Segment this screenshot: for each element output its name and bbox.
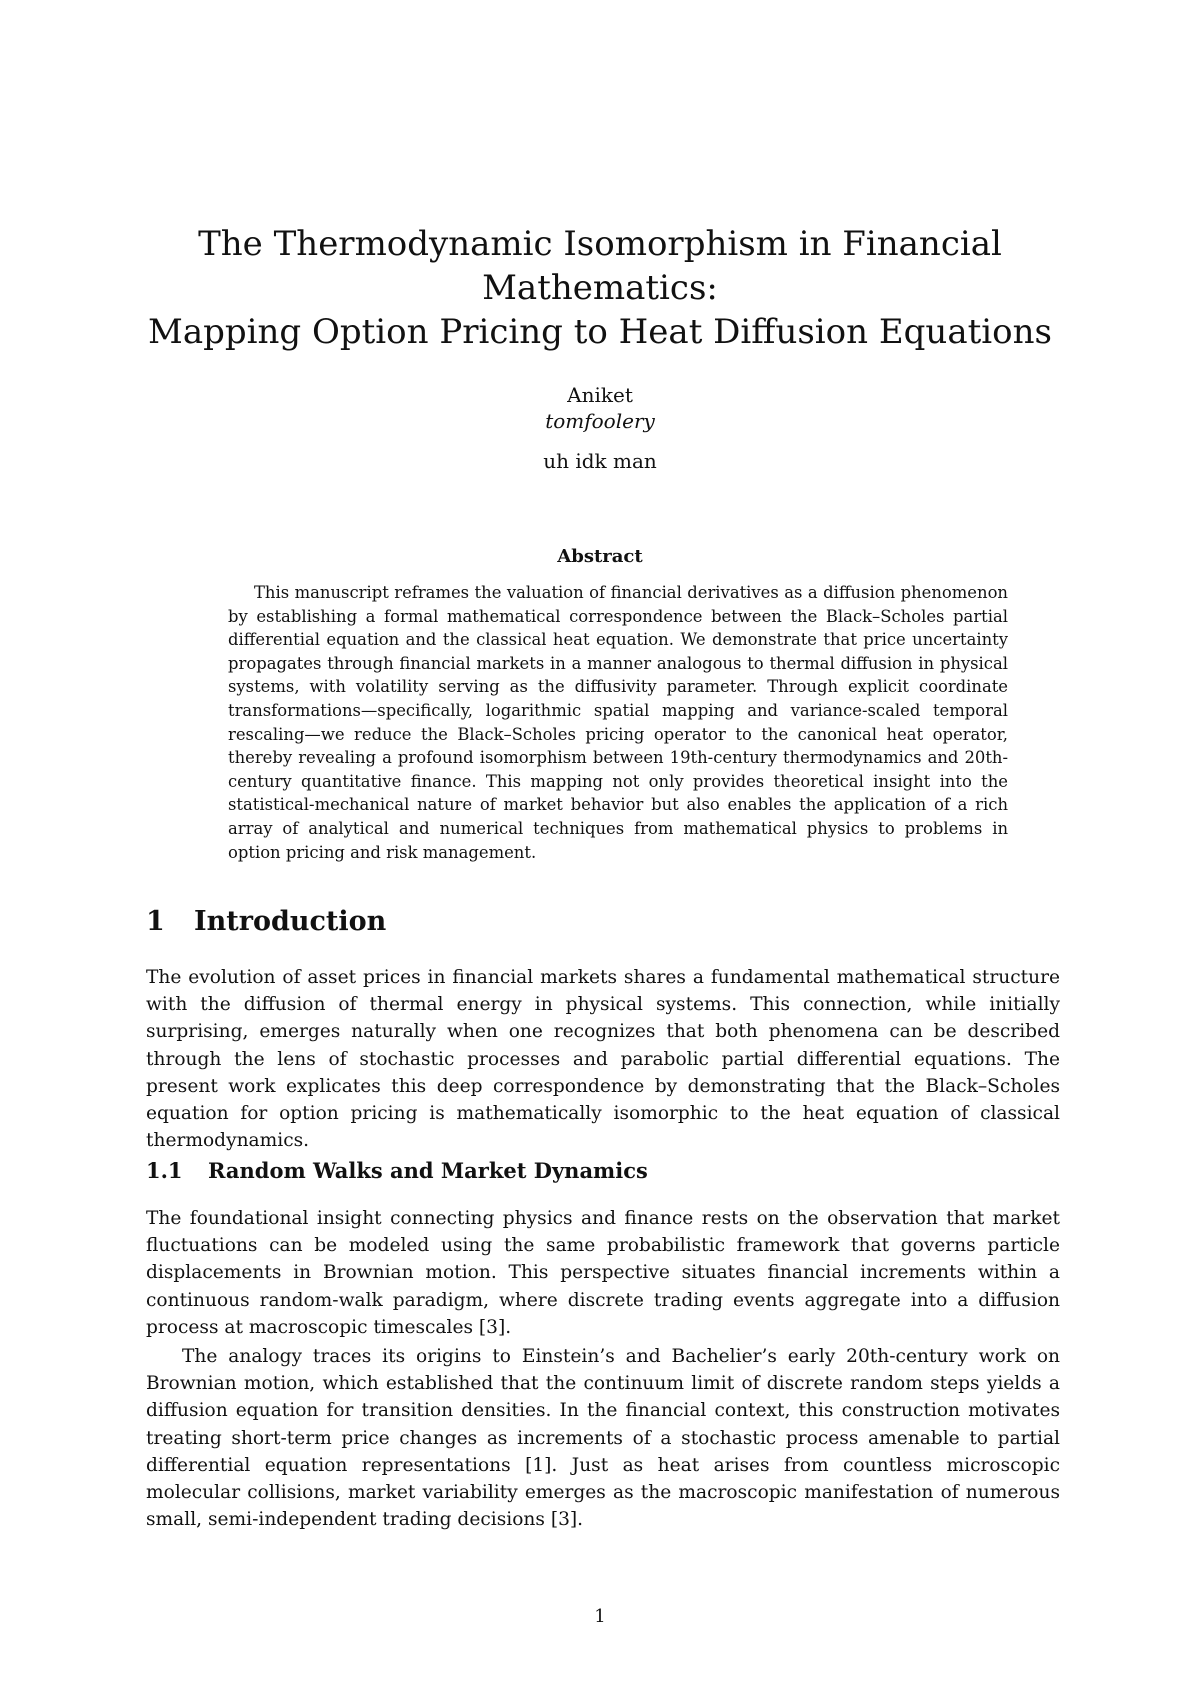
author-affiliation: tomfoolery: [545, 409, 655, 433]
title-line-3: Mapping Option Pricing to Heat Diffusion Equations: [148, 312, 1052, 352]
section-heading-introduction: [146, 906, 386, 937]
random-walks-paragraph-1: The foundational insight connecting physics and finance rests on the observation that market fluctuations can be modeled using the same probabilistic framework that governs particle displacements in Brownian motion. This perspective situates financial increments within a continuous random-walk paradigm, where discrete trading events aggregate into a diffusion process at macroscopic timescales [3].: [146, 1208, 1060, 1338]
section-number: 1: [146, 906, 165, 937]
introduction-paragraph: The evolution of asset prices in financial markets shares a fundamental mathematical structure with the diffusion of thermal energy in physical systems. This connection, while initially surprising, emerges naturally when one recognizes that both phenomena can be described through the lens of stochastic processes and parabolic partial differential equations. The present work explicates this deep correspondence by demonstrating that the Black–Scholes equation for option pricing is mathematically isomorphic to the heat equation of classical thermodynamics.: [146, 967, 1060, 1152]
author-email: uh idk man: [543, 449, 657, 473]
abstract-text: This manuscript reframes the valuation of financial derivatives as a diffusion phenomenon by establishing a formal mathematical correspondence between the Black–Scholes partial differential equation and the classical heat equation. We demonstrate that price uncertainty propagates through financial markets in a manner analogous to thermal diffusion in physical systems, with volatility serving as the diffusivity parameter. Through explicit coordinate transformations—specifically, logarithmic spatial mapping and variance-scaled temporal rescaling—we reduce the Black–Scholes pricing operator to the canonical heat operator, thereby revealing a profound isomorphism between 19th-century thermodynamics and 20th-century quantitative finance. This mapping not only provides theoretical insight into the statistical-mechanical nature of market behavior but also enables the application of a rich array of analytical and numerical techniques from mathematical physics to problems in option pricing and risk management.: [228, 583, 1008, 862]
subsection-title: Random Walks and Market Dynamics: [208, 1158, 648, 1183]
paper-title: [100, 222, 1100, 354]
author-block: [100, 382, 1100, 474]
section-title: Introduction: [194, 906, 387, 937]
page-number: 1: [594, 1606, 606, 1627]
title-line-2: Mathematics:: [482, 268, 718, 308]
subsection-heading-random-walks: [146, 1158, 648, 1183]
random-walks-paragraph-2: The analogy traces its origins to Einstein’s and Bachelier’s early 20th-century work on Brownian motion, which established that the continuum limit of discrete random steps yields a diffusion equation for transition densities. In the financial context, this construction motivates treating short-term price changes as increments of a stochastic process amenable to partial differential equation representations [1]. Just as heat arises from countless microscopic molecular collisions, market variability emerges as the macroscopic manifestation of numerous small, semi-independent trading decisions [3].: [146, 1346, 1060, 1531]
subsection-number: 1.1: [146, 1158, 183, 1183]
author-name: Aniket: [567, 383, 633, 407]
abstract-heading: Abstract: [557, 546, 643, 567]
title-line-1: The Thermodynamic Isomorphism in Financial: [198, 224, 1002, 264]
